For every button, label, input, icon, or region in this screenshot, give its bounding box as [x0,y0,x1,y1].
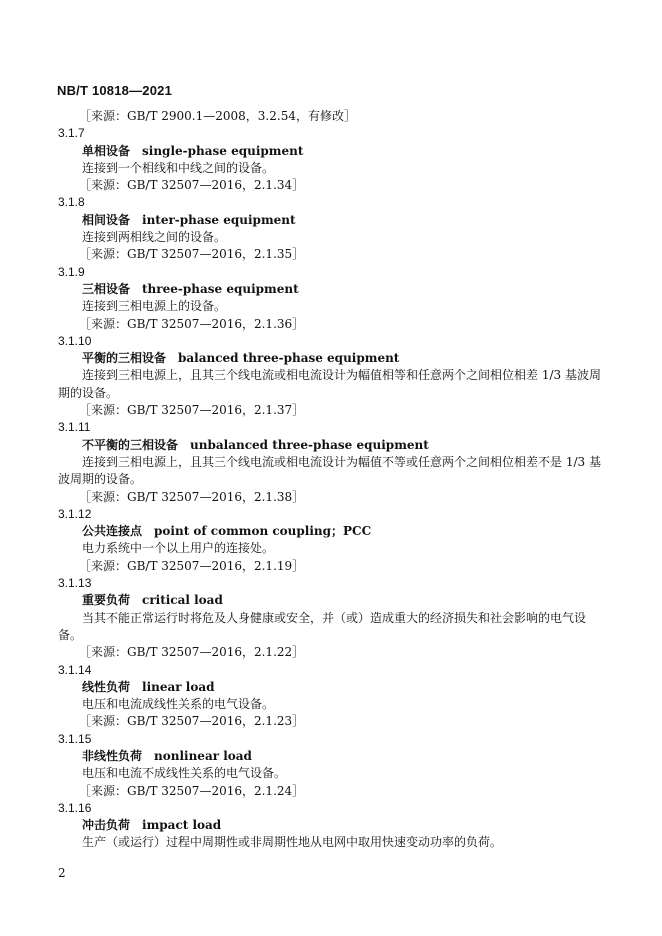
term-en: impact load [142,818,222,833]
term-source: ［来源：GB/T 32507—2016，2.1.34］ [79,178,305,193]
page-number: 2 [58,866,66,880]
term-number: 3.1.15 [58,731,92,746]
term-definition: 电压和电流成线性关系的电气设备。 [82,697,275,712]
term-number: 3.1.8 [58,195,85,210]
term-zh: 三相设备 [82,281,131,296]
term-definition: 连接到一个相线和中线之间的设备。 [82,160,275,175]
term-number: 3.1.9 [58,264,85,279]
term-entry [58,800,606,852]
term-entry [58,419,606,505]
term-entry [58,662,606,731]
term-title [58,437,606,454]
term-title [58,212,606,229]
term-zh: 线性负荷 [82,679,131,694]
term-source: ［来源：GB/T 32507—2016，2.1.23］ [79,714,305,729]
terms-section [58,108,606,852]
term-number: 3.1.13 [58,576,92,591]
term-en: balanced three-phase equipment [178,351,400,366]
term-number: 3.1.10 [58,333,92,348]
term-entry [58,731,606,800]
term-source: ［来源：GB/T 32507—2016，2.1.22］ [79,645,305,660]
term-en: critical load [142,593,223,608]
term-number: 3.1.14 [58,662,92,677]
term-zh: 相间设备 [82,212,131,227]
term-title [58,592,606,609]
term-title [58,143,606,160]
term-zh: 重要负荷 [82,593,131,608]
term-source: ［来源：GB/T 32507—2016，2.1.36］ [79,316,305,331]
term-source: ［来源：GB/T 32507—2016，2.1.35］ [79,247,305,262]
term-definition: 连接到三相电源上的设备。 [82,299,227,314]
term-en: three-phase equipment [142,281,299,296]
document-header: NB/T 10818—2021 [57,83,173,98]
term-definition: 连接到两相线之间的设备。 [82,230,227,245]
term-entry [58,506,606,575]
term-title [58,817,606,834]
term-source: ［来源：GB/T 32507—2016，2.1.19］ [79,558,305,573]
term-number: 3.1.11 [58,420,91,435]
term-definition: 当其不能正常运行时将危及人身健康或安全，并（或）造成重大的经济损失和社会影响的电气设备。 [58,610,587,642]
term-en: linear load [142,679,215,694]
term-en: nonlinear load [154,748,252,763]
term-title [58,748,606,765]
term-en: unbalanced three-phase equipment [190,437,429,452]
term-zh: 冲击负荷 [82,818,131,833]
term-definition: 连接到三相电源上，且其三个线电流或相电流设计为幅值不等或任意两个之间相位相差不是 1/3 基波周期的设备。 [58,454,601,487]
term-number: 3.1.12 [58,506,92,521]
lead-source: ［来源：GB/T 2900.1—2008，3.2.54，有修改］ [79,109,356,123]
term-title [58,281,606,298]
term-zh: 公共连接点 [82,524,143,539]
term-entry [58,125,606,194]
term-title [58,523,606,540]
term-source: ［来源：GB/T 32507—2016，2.1.24］ [79,783,305,798]
term-source: ［来源：GB/T 32507—2016，2.1.38］ [79,489,305,504]
term-source: ［来源：GB/T 32507—2016，2.1.37］ [79,403,305,418]
term-definition: 生产（或运行）过程中周期性或非周期性地从电网中取用快速变动功率的负荷。 [82,835,503,850]
term-zh: 非线性负荷 [82,748,143,763]
term-en: inter-phase equipment [142,212,296,227]
term-en: single-phase equipment [142,143,304,158]
term-zh: 平衡的三相设备 [82,351,167,366]
term-definition: 电力系统中一个以上用户的连接处。 [82,541,275,556]
term-entry [58,333,606,419]
term-entry [58,194,606,263]
term-number: 3.1.16 [58,800,92,815]
term-entry [58,575,606,661]
term-en: point of common coupling；PCC [154,524,372,539]
term-zh: 单相设备 [82,143,131,158]
term-zh: 不平衡的三相设备 [82,437,179,452]
term-definition: 连接到三相电源上，且其三个线电流或相电流设计为幅值相等和任意两个之间相位相差 1/3 基波周期的设备。 [58,368,601,400]
term-entry [58,264,606,333]
term-definition: 电压和电流不成线性关系的电气设备。 [82,766,287,781]
term-title [58,679,606,696]
term-title [58,350,606,367]
term-number: 3.1.7 [58,126,85,141]
